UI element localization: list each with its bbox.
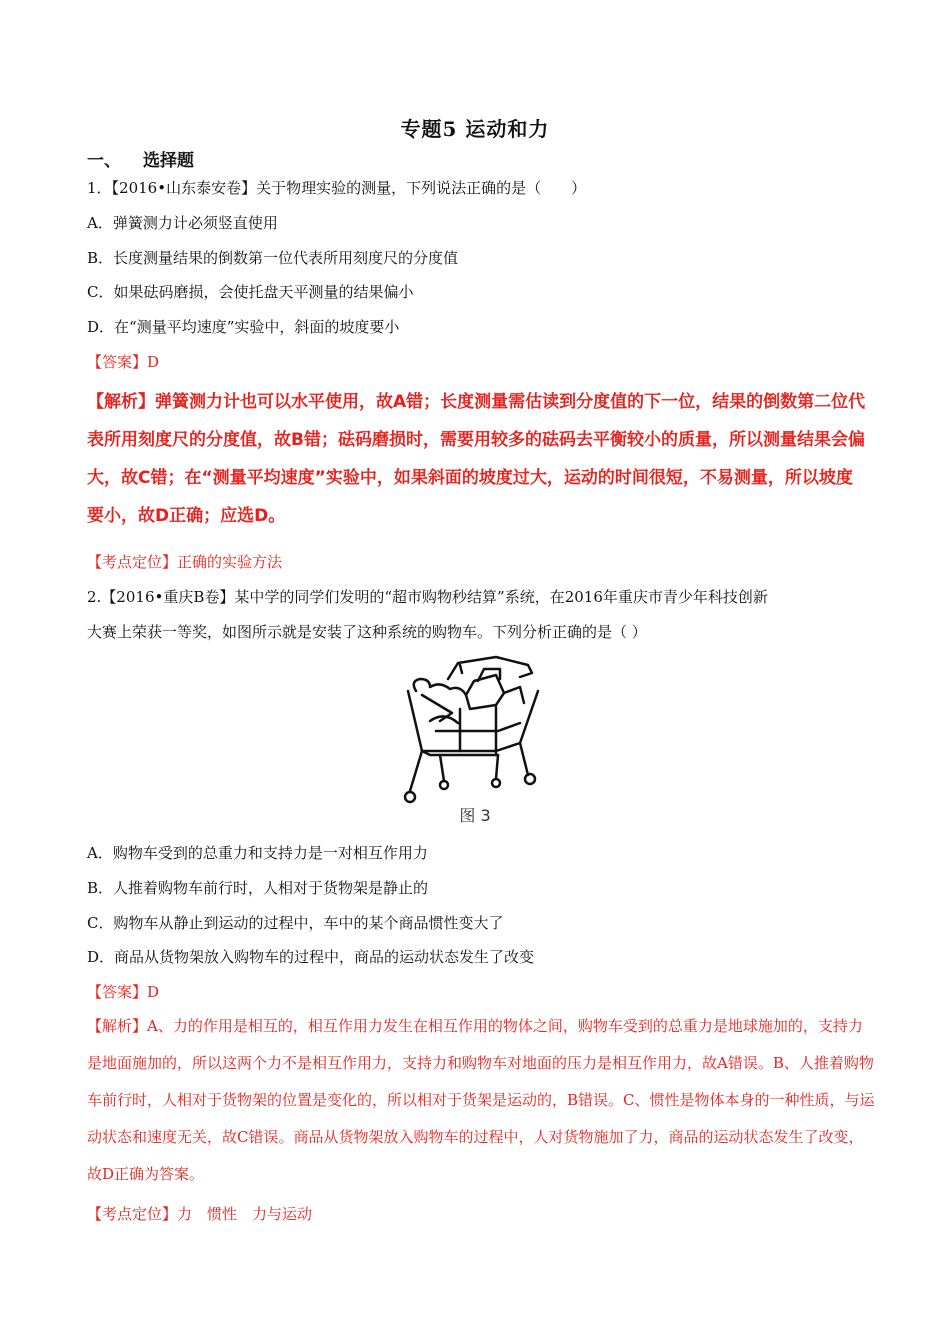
q2-option-c: C．购物车从静止到运动的过程中，车中的某个商品惯性变大了 (87, 914, 504, 932)
q1-option-a: A．弹簧测力计必须竖直使用 (87, 214, 278, 232)
q1-analysis: 【解析】弹簧测力计也可以水平使用，故A错；长度测量需估读到分度值的下一位，结果的倒数第二位代表所用刻度尺的分度值，故B错；砝码磨损时，需要用较多的砝码去平衡较小的质量，所以测量结果会偏大，故C错；在“测量平均速度”实验中，如果斜面的坡度过大，运动的时间很短，不易测量，所以坡度要小，故D正确；应选D。 (87, 392, 866, 526)
q2-option-a: A．购物车受到的总重力和支持力是一对相互作用力 (87, 844, 428, 862)
q1-option-d: D．在“测量平均速度”实验中，斜面的坡度要小 (87, 318, 400, 336)
section-number: 一、 (87, 151, 121, 171)
figure-caption: 图 3 (459, 806, 491, 825)
page-title: 专题5 运动和力 (400, 117, 550, 141)
shopping-cart-figure (400, 651, 560, 831)
section-label: 选择题 (143, 151, 194, 171)
q1-keypoint: 【考点定位】正确的实验方法 (87, 553, 283, 571)
q2-option-d: D．商品从货物架放入购物车的过程中，商品的运动状态发生了改变 (87, 948, 535, 966)
q2-keypoint: 【考点定位】力 惯性 力与运动 (87, 1205, 313, 1223)
q1-stem: 1．【2016•山东泰安卷】关于物理实验的测量，下列说法正确的是（ ） (87, 179, 587, 197)
q1-option-c: C．如果砝码磨损，会使托盘天平测量的结果偏小 (87, 283, 414, 301)
q1-option-b: B．长度测量结果的倒数第一位代表所用刻度尺的分度值 (87, 249, 459, 267)
section-heading (87, 146, 194, 171)
q2-stem-line2: 大赛上荣获一等奖，如图所示就是安装了这种系统的购物车。下列分析正确的是（ ） (87, 623, 647, 641)
q2-option-b: B．人推着购物车前行时，人相对于货物架是静止的 (87, 879, 429, 897)
q1-answer: 【答案】D (87, 353, 160, 371)
q2-analysis: 【解析】A、力的作用是相互的，相互作用力发生在相互作用的物体之间，购物车受到的总重力是地球施加的，支持力是地面施加的，所以这两个力不是相互作用力，支持力和购物车对地面的压力是相互作用力，故A错误。B、人推着购物车前行时，人相对于货物架的位置是变化的，所以相对于货架是运动的，B错误。C、惯性是物体本身的一种性质，与运动状态和速度无关，故C错误。商品从货物架放入购物车的过程中，人对货物施加了力，商品的运动状态发生了改变，故D正确为答案。 (87, 1017, 875, 1183)
q2-stem-line1: 2.【2016•重庆B卷】某中学的同学们发明的“超市购物秒结算”系统，在2016年重庆市青少年科技创新 (87, 588, 768, 606)
q2-answer: 【答案】D (87, 983, 160, 1001)
